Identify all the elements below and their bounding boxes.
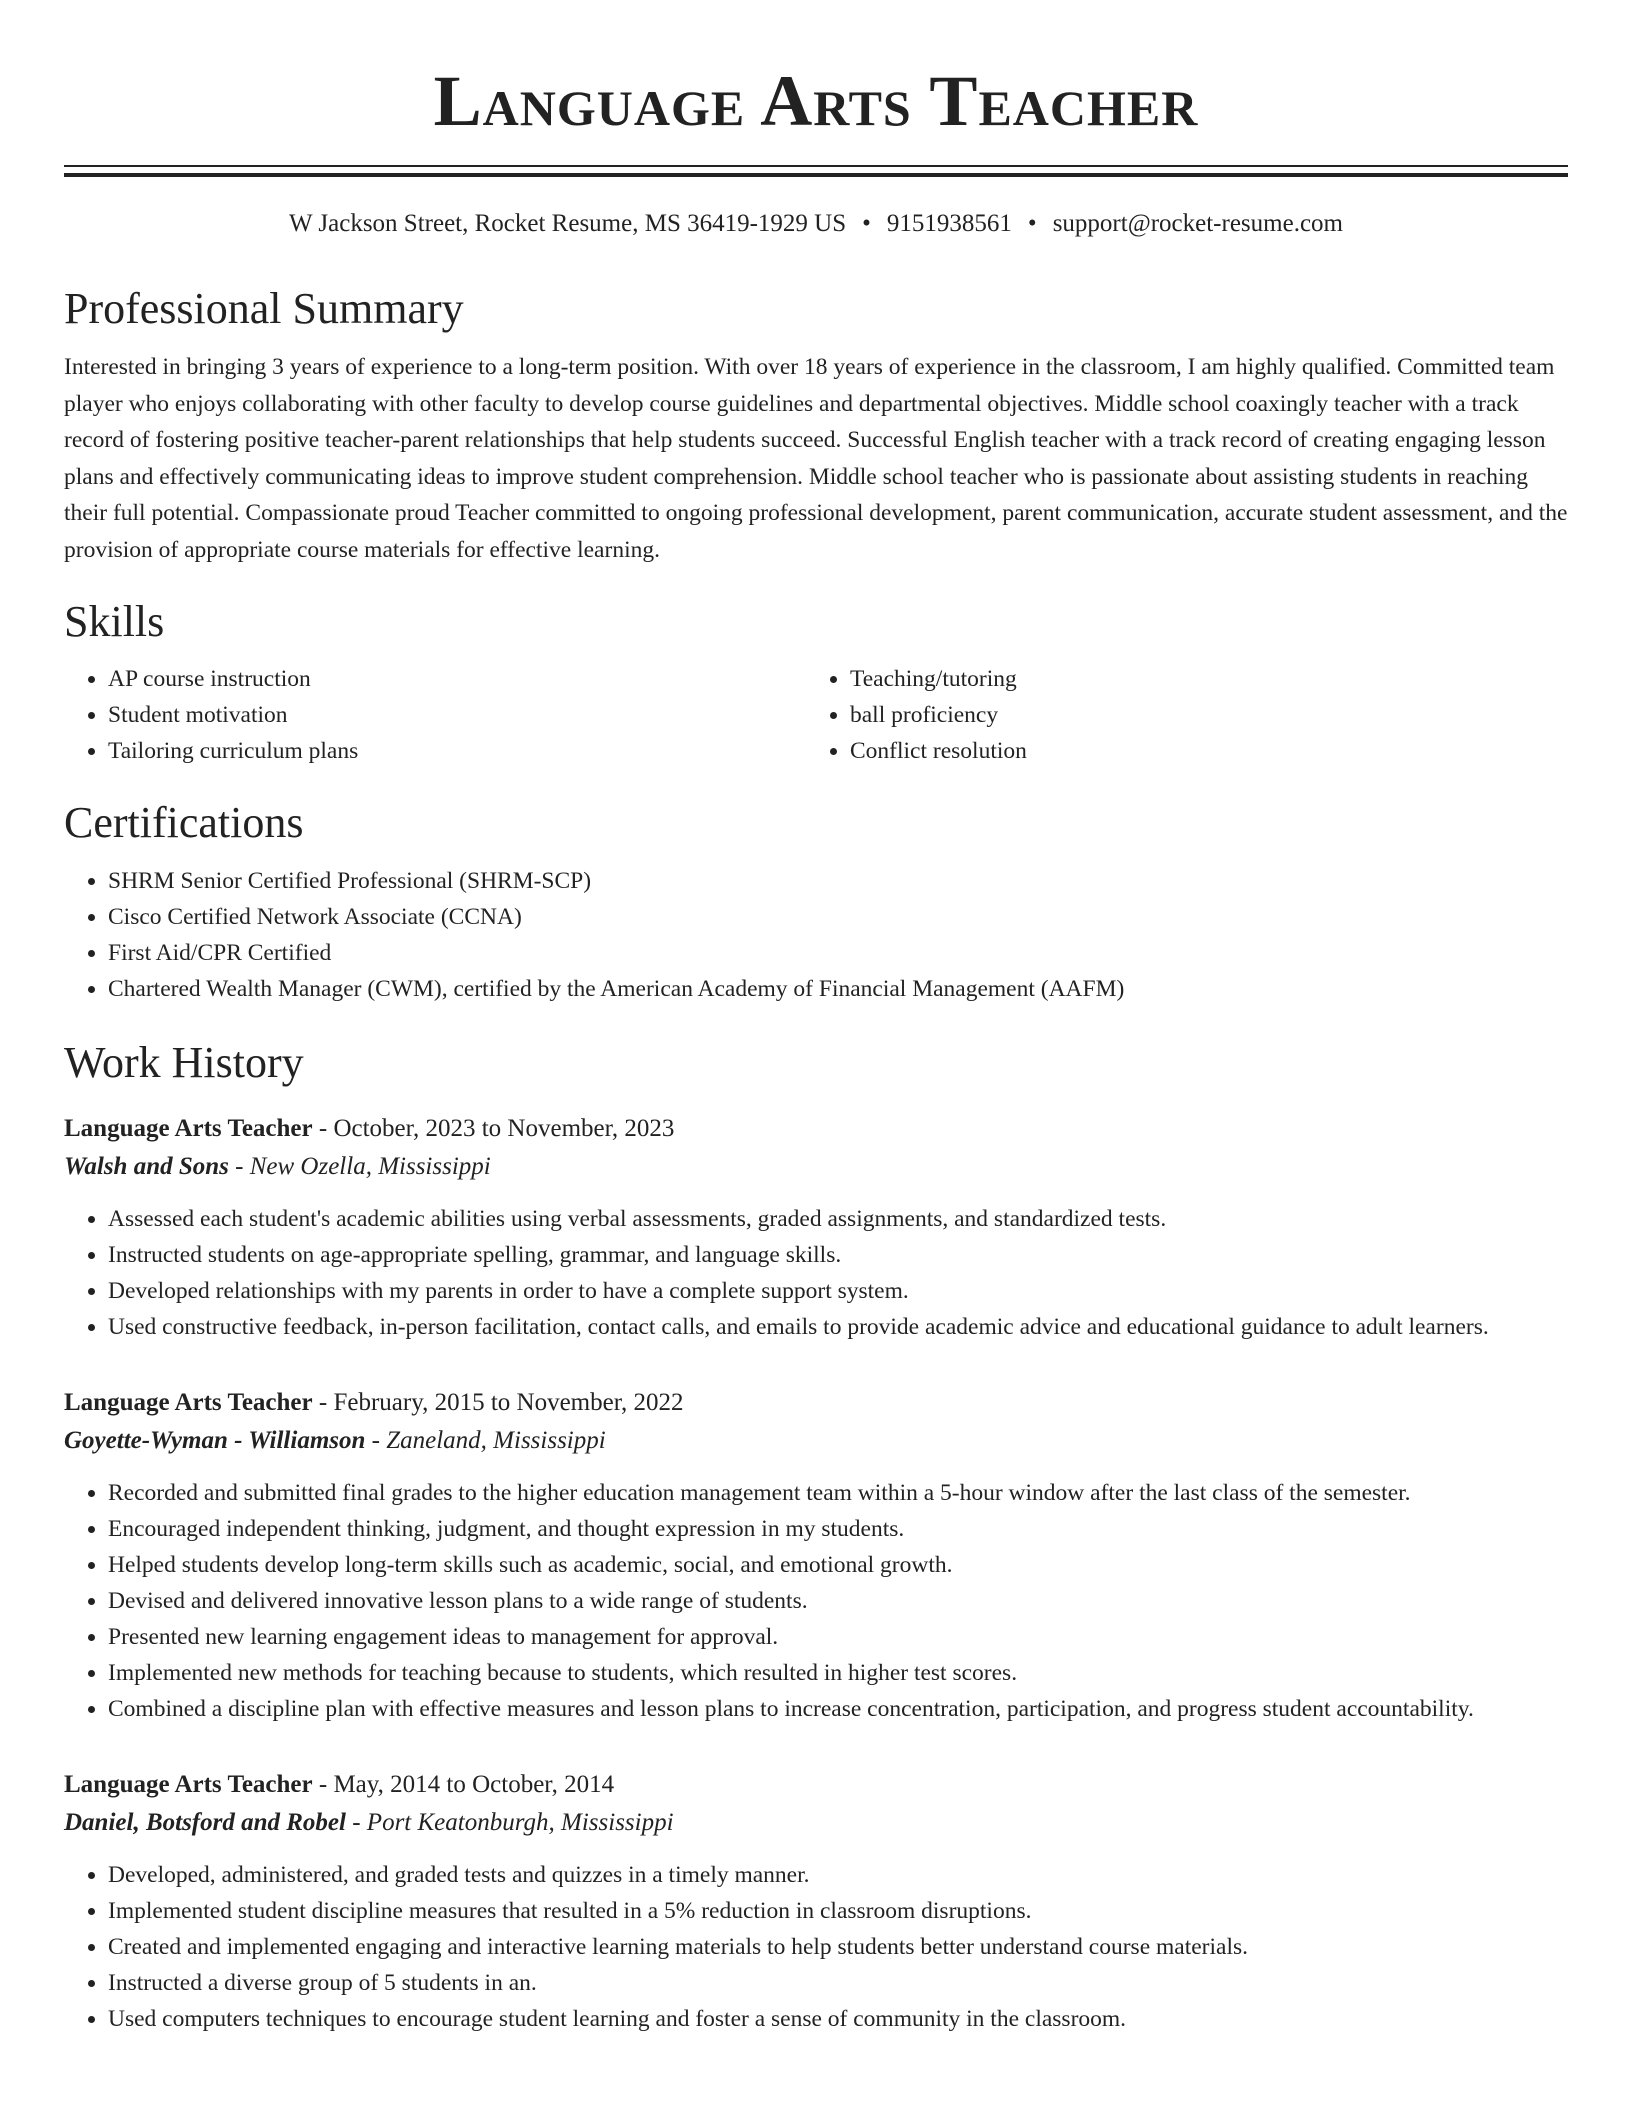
job-company-line	[64, 1149, 1568, 1185]
skills-heading: Skills	[64, 597, 165, 646]
job-entry	[64, 1767, 1568, 2037]
skill-item: • ball proficiency	[850, 697, 1548, 733]
job-bullet: • Devised and delivered innovative lesson plans to a wide range of students.	[108, 1583, 1568, 1619]
job-entry	[64, 1385, 1568, 1727]
contact-address: W Jackson Street, Rocket Resume, MS 36419-1929 US	[289, 210, 847, 237]
job-bullet: • Used constructive feedback, in-person facilitation, contact calls, and emails to provide academic advice and educational guidance to adult learners.	[108, 1309, 1568, 1345]
summary-text: Interested in bringing 3 years of experience to a long-term position. With over 18 years of experience in the classroom, I am highly qualified. Committed team player who enjoys collaborating with other faculty to develop course guidelines and departmental objectives. Middle school coaxingly teacher with a track record of fostering positive teacher-parent relationships that help students succeed. Successful English teacher with a track record of creating engaging lesson plans and effectively communicating ideas to improve student comprehension. Middle school teacher who is passionate about assisting students in reaching their full potential. Compassionate proud Teacher committed to ongoing professional development, parent communication, accurate student assessment, and the provision of appropriate course materials for effective learning.	[64, 354, 1568, 563]
certification-item: • SHRM Senior Certified Professional (SHRM-SCP)	[108, 863, 1568, 899]
job-title-line	[64, 1111, 1568, 1147]
title-rule-thin	[64, 165, 1568, 167]
resume-title: Language Arts Teacher	[433, 61, 1199, 141]
job-bullets	[64, 1201, 1568, 1345]
job-company: Daniel, Botsford and Robel	[64, 1809, 346, 1836]
job-bullets	[64, 1475, 1568, 1727]
job-bullet: • Instructed students on age-appropriate spelling, grammar, and language skills.	[108, 1237, 1568, 1273]
skill-item: • Teaching/tutoring	[850, 661, 1548, 697]
job-title-line	[64, 1767, 1568, 1803]
job-bullet: • Recorded and submitted final grades to the higher education management team within a 5-hour window after the last class of the semester.	[108, 1475, 1568, 1511]
job-company-line	[64, 1805, 1568, 1841]
job-dates: - February, 2015 to November, 2022	[312, 1389, 684, 1416]
skills-list-right	[806, 661, 1548, 769]
job-bullet: • Combined a discipline plan with effective measures and lesson plans to increase concentration, participation, and progress student accountability.	[108, 1691, 1568, 1727]
job-location: - New Ozella, Mississippi	[228, 1153, 491, 1180]
title-rule-thick	[64, 173, 1568, 177]
job-dates: - October, 2023 to November, 2023	[312, 1115, 675, 1142]
job-bullet: • Created and implemented engaging and interactive learning materials to help students better understand course materials.	[108, 1929, 1568, 1965]
skills-list-left	[64, 661, 806, 769]
job-bullet: • Used computers techniques to encourage student learning and foster a sense of community in the classroom.	[108, 2001, 1568, 2037]
contact-phone: 9151938561	[886, 210, 1012, 237]
contact-line	[64, 207, 1568, 241]
job-bullet: • Helped students develop long-term skills such as academic, social, and emotional growth.	[108, 1547, 1568, 1583]
job-title: Language Arts Teacher	[64, 1115, 313, 1142]
job-title: Language Arts Teacher	[64, 1771, 313, 1798]
job-title-line	[64, 1385, 1568, 1421]
certifications-heading: Certifications	[64, 798, 304, 847]
skills-column-right	[806, 661, 1548, 769]
certification-item: • First Aid/CPR Certified	[108, 935, 1568, 971]
job-entry	[64, 1111, 1568, 1345]
certifications-list	[64, 863, 1568, 1007]
job-bullet: • Implemented student discipline measures that resulted in a 5% reduction in classroom disruptions.	[108, 1893, 1568, 1929]
skills-grid	[64, 661, 1568, 769]
skill-item: • Student motivation	[108, 697, 806, 733]
job-dates: - May, 2014 to October, 2014	[312, 1771, 615, 1798]
summary-heading: Professional Summary	[64, 284, 464, 333]
job-location: - Port Keatonburgh, Mississippi	[345, 1809, 674, 1836]
job-company: Goyette-Wyman - Williamson	[64, 1427, 366, 1454]
job-location: - Zaneland, Mississippi	[365, 1427, 606, 1454]
contact-separator: •	[862, 210, 871, 237]
contact-separator: •	[1027, 210, 1037, 237]
job-bullets	[64, 1857, 1568, 2037]
job-bullet: • Developed relationships with my parents in order to have a complete support system.	[108, 1273, 1568, 1309]
job-bullet: • Instructed a diverse group of 5 students in an.	[108, 1965, 1568, 2001]
job-bullet: • Presented new learning engagement ideas to management for approval.	[108, 1619, 1568, 1655]
job-company-line	[64, 1423, 1568, 1459]
skill-item: • AP course instruction	[108, 661, 806, 697]
skill-item: • Conflict resolution	[850, 733, 1548, 769]
skill-item: • Tailoring curriculum plans	[108, 733, 806, 769]
certification-item: • Cisco Certified Network Associate (CCNA)	[108, 899, 1568, 935]
job-bullet: • Encouraged independent thinking, judgment, and thought expression in my students.	[108, 1511, 1568, 1547]
work-history-heading: Work History	[64, 1038, 304, 1087]
job-bullet: • Developed, administered, and graded tests and quizzes in a timely manner.	[108, 1857, 1568, 1893]
contact-email: support@rocket-resume.com	[1052, 210, 1343, 237]
certification-item: • Chartered Wealth Manager (CWM), certified by the American Academy of Financial Management (AAFM)	[108, 971, 1568, 1007]
job-title: Language Arts Teacher	[64, 1389, 313, 1416]
job-bullet: • Implemented new methods for teaching because to students, which resulted in higher test scores.	[108, 1655, 1568, 1691]
job-company: Walsh and Sons	[64, 1153, 229, 1180]
skills-column-left	[64, 661, 806, 769]
job-bullet: • Assessed each student's academic abilities using verbal assessments, graded assignments, and standardized tests.	[108, 1201, 1568, 1237]
